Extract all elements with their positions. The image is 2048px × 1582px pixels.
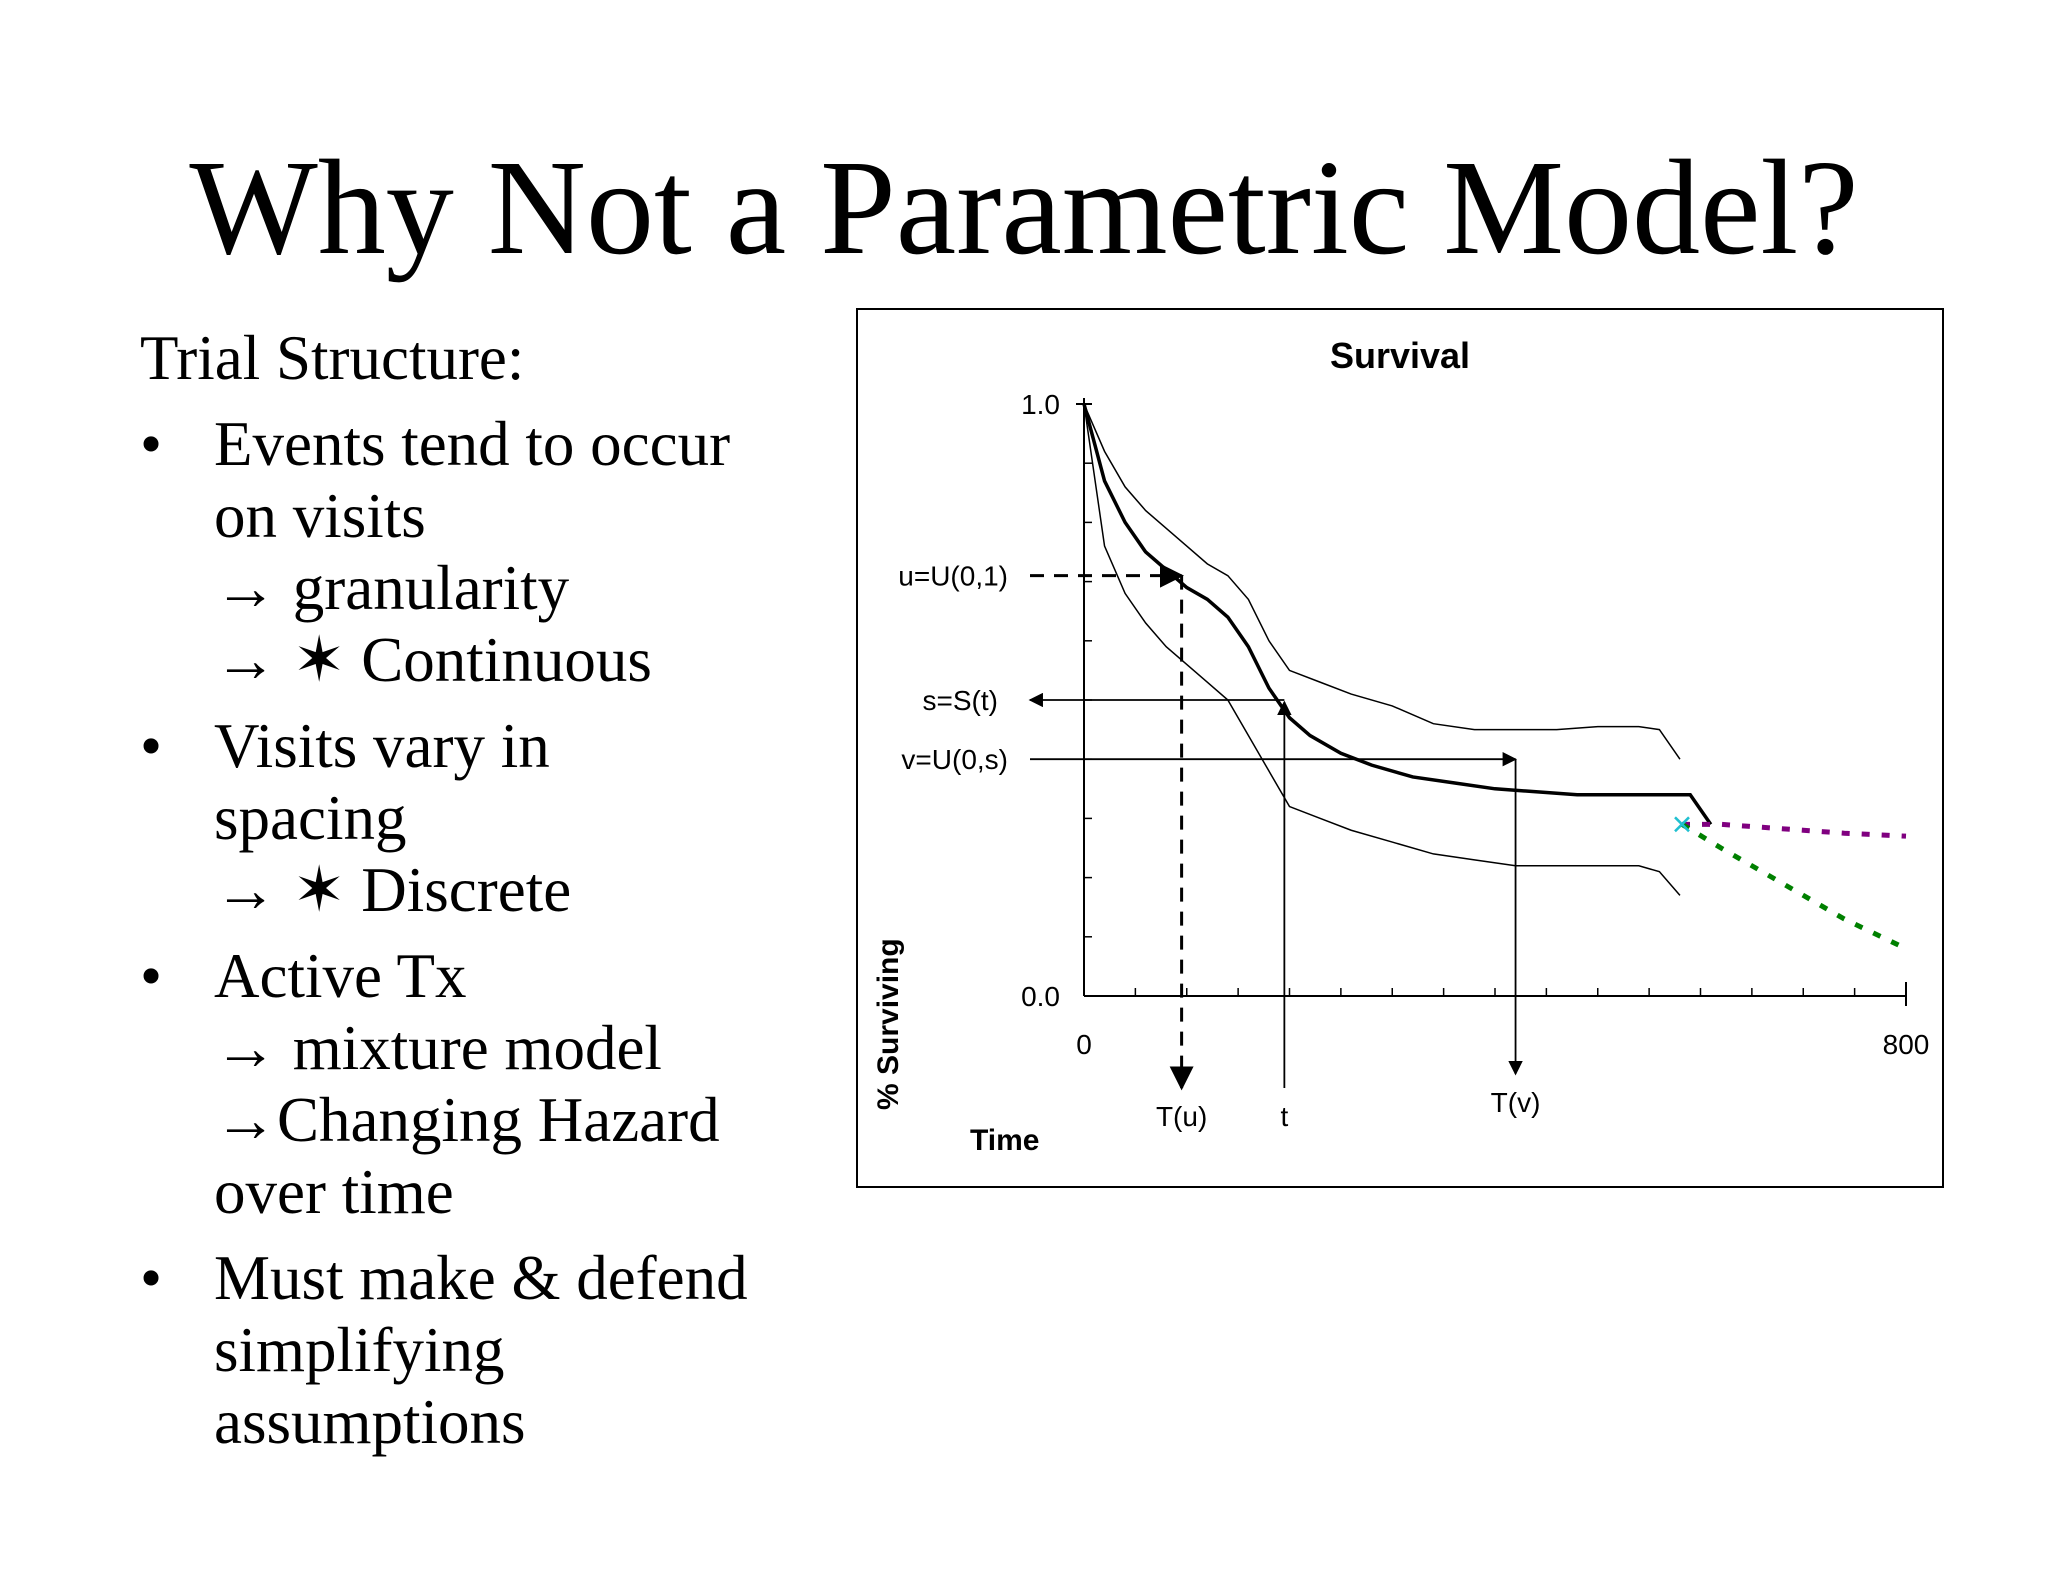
- bullet-line: → ✶ Continuous: [214, 625, 652, 695]
- bullet-line: Active Tx: [214, 941, 467, 1011]
- list-heading: Trial Structure:: [140, 323, 525, 393]
- annotation-drop-label: T(u): [1155, 1101, 1208, 1132]
- bullet-item: [140, 408, 820, 696]
- annotation-label: u=U(0,1): [898, 560, 1008, 592]
- bullet-line: simplifying: [214, 1315, 505, 1385]
- x-tick-label: 0: [1076, 1029, 1092, 1060]
- bullet-line: →Changing Hazard: [214, 1085, 720, 1155]
- bullet-dot: •: [140, 941, 163, 1011]
- bullet-line: Must make & defend: [214, 1243, 748, 1313]
- bullet-line: Visits vary in: [214, 711, 550, 781]
- bullet-line: Events tend to occur: [214, 409, 731, 479]
- slide-title: Why Not a Parametric Model?: [189, 133, 1859, 283]
- y-axis-label: % Surviving: [872, 938, 905, 1110]
- bullet-line: → granularity: [214, 553, 570, 623]
- bullet-item: [140, 940, 820, 1228]
- bullet-dot: •: [140, 711, 163, 781]
- x-tick-label: 800: [1882, 1029, 1930, 1060]
- bullet-line: assumptions: [214, 1387, 526, 1457]
- bullet-line: spacing: [214, 783, 407, 853]
- chart-title: Survival: [1329, 335, 1471, 376]
- bullet-line: → ✶ Discrete: [214, 855, 572, 925]
- bullet-line: over time: [214, 1157, 454, 1227]
- x-axis-label: Time: [970, 1124, 1040, 1157]
- series-line: [1084, 404, 1711, 824]
- bullet-dot: •: [140, 409, 163, 479]
- bullet-item: [140, 710, 820, 926]
- annotation-label: s=S(t): [922, 685, 998, 716]
- annotation-label: v=U(0,s): [901, 744, 1008, 776]
- series-line: [1084, 404, 1680, 759]
- y-tick-label: 1.0: [1021, 389, 1060, 420]
- series-line: [1084, 404, 1680, 895]
- bullet-dot: •: [140, 1243, 163, 1313]
- survival-chart-frame: [856, 308, 1944, 1188]
- survival-chart: [858, 310, 1942, 1186]
- bullet-list: [140, 322, 820, 1472]
- annotation-drop-label: T(v): [1490, 1087, 1541, 1118]
- bullet-item: [140, 1242, 820, 1458]
- bullet-line: on visits: [214, 481, 426, 551]
- annotation-drop-label: t: [1280, 1101, 1289, 1132]
- series-line: [1682, 824, 1906, 836]
- y-tick-label: 0.0: [1021, 981, 1060, 1012]
- bullet-line: → mixture model: [214, 1013, 662, 1083]
- series-line: [1682, 824, 1906, 948]
